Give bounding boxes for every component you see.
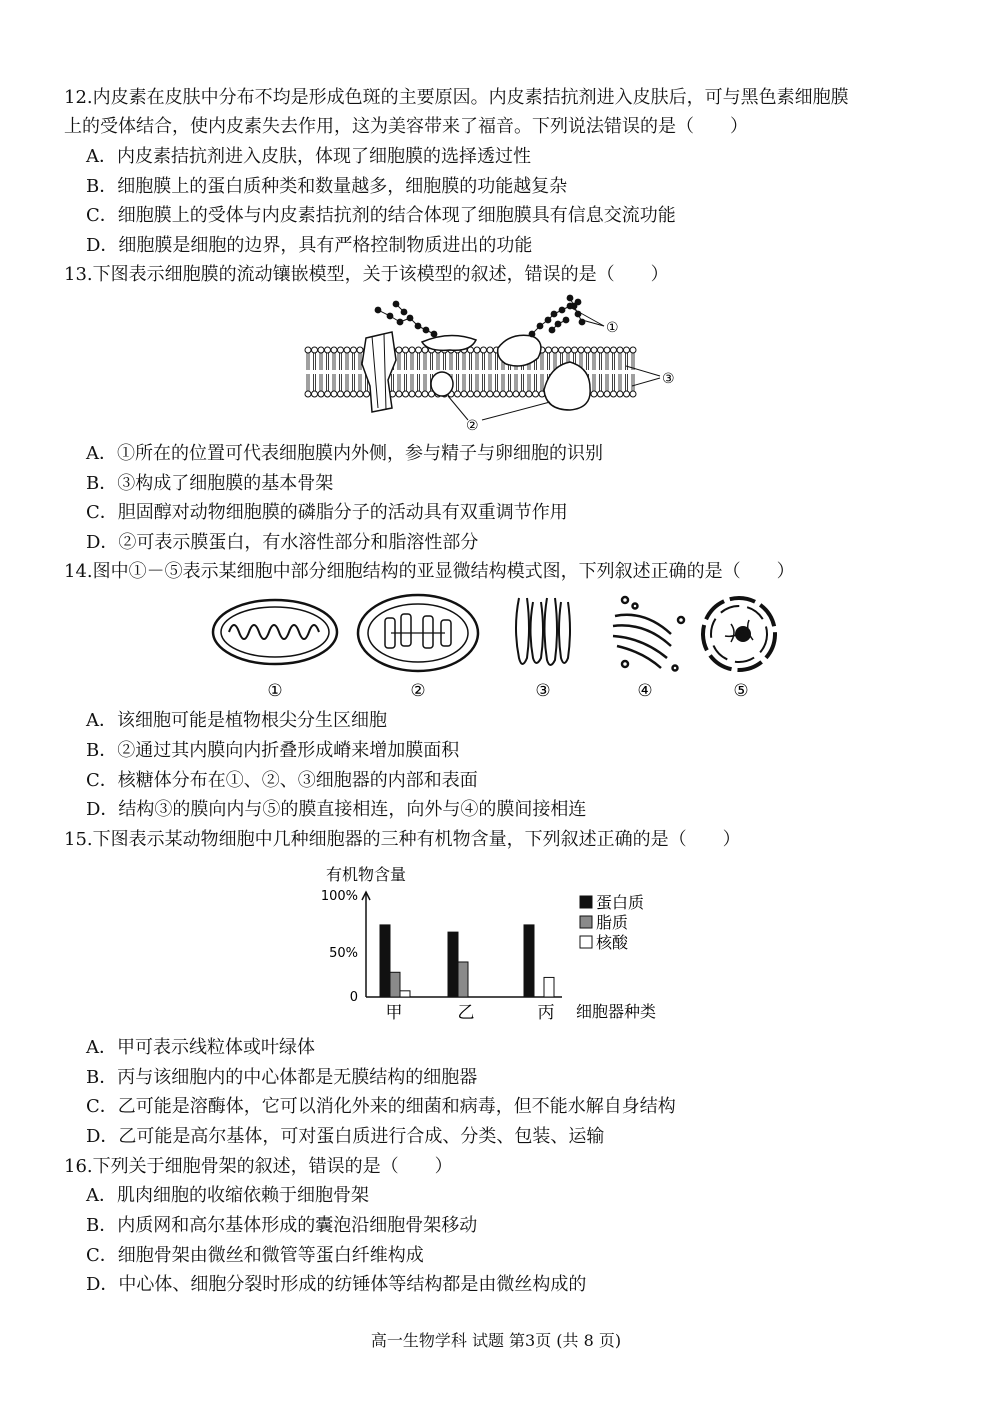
- fluid-mosaic-membrane-diagram: [300, 290, 700, 435]
- membrane-label-3: ③: [662, 371, 675, 387]
- membrane-label-1: ①: [606, 320, 619, 336]
- q13-option-d: D．②可表示膜蛋白，有水溶性部分和脂溶性部分: [86, 532, 479, 553]
- y-tick-label-50: 50%: [329, 946, 358, 961]
- q15-option-c: C．乙可能是溶酶体，它可以消化外来的细菌和病毒，但不能水解自身结构: [86, 1096, 676, 1117]
- chart-x-label: 细胞器种类: [576, 1002, 657, 1021]
- phospholipid-layer-upper: [305, 347, 636, 370]
- bar-蛋白质-丙: [524, 925, 534, 997]
- q15-option-b: B．丙与该细胞内的中心体都是无膜结构的细胞器: [86, 1067, 478, 1088]
- x-category-label: 甲: [385, 1003, 403, 1023]
- chart-title: 有机物含量: [326, 865, 407, 884]
- legend-label: 蛋白质: [596, 893, 645, 912]
- q13-option-a: A．①所在的位置可代表细胞膜内外侧，参与精子与卵细胞的识别: [86, 443, 603, 464]
- bar-脂质-乙: [458, 962, 468, 997]
- organelle-4-golgi-apparatus: [613, 597, 684, 671]
- q16-stem: 16.下列关于细胞骨架的叙述，错误的是（ ）: [64, 1156, 453, 1177]
- organelle-label-3: ③: [535, 681, 551, 701]
- q14-option-d: D．结构③的膜向内与⑤的膜直接相连，向外与④的膜间接相连: [86, 799, 587, 820]
- x-category-label: 丙: [537, 1003, 555, 1023]
- peripheral-protein: [422, 335, 476, 350]
- organelle-structures-diagram: [205, 590, 795, 705]
- embedded-protein: [431, 372, 453, 396]
- organelle-3-endoplasmic-reticulum: [516, 598, 570, 665]
- organelle-label-1: ①: [267, 681, 283, 701]
- q16-option-b: B．内质网和高尔基体形成的囊泡沿细胞骨架移动: [86, 1215, 478, 1236]
- q14-option-a: A．该细胞可能是植物根尖分生区细胞: [86, 710, 387, 731]
- glycoprotein-base: [498, 335, 541, 366]
- q15-option-a: A．甲可表示线粒体或叶绿体: [86, 1037, 315, 1058]
- organelle-label-4: ④: [637, 681, 653, 701]
- organelle-label-2: ②: [410, 681, 426, 701]
- legend-label: 脂质: [596, 913, 629, 932]
- page-footer: 高一生物学科 试题 第3页 (共 8 页): [370, 1331, 622, 1350]
- organelle-5-nucleus: [703, 598, 775, 670]
- q16-option-d: D．中心体、细胞分裂时形成的纺锤体等结构都是由微丝构成的: [86, 1274, 587, 1295]
- q13-option-c: C．胆固醇对动物细胞膜的磷脂分子的活动具有双重调节作用: [86, 502, 568, 523]
- bar-核酸-丙: [544, 977, 554, 997]
- q12-option-a: A．内皮素拮抗剂进入皮肤，体现了细胞膜的选择透过性: [86, 146, 531, 167]
- channel-protein: [362, 332, 396, 412]
- q12-option-d: D．细胞膜是细胞的边界，具有严格控制物质进出的功能: [86, 235, 533, 256]
- y-tick-label-0: 0: [349, 990, 358, 1005]
- bar-脂质-甲: [390, 972, 400, 997]
- q14-option-c: C．核糖体分布在①、②、③细胞器的内部和表面: [86, 770, 478, 791]
- q14-option-b: B．②通过其内膜向内折叠形成嵴来增加膜面积: [86, 740, 460, 761]
- q12-option-b: B．细胞膜上的蛋白质种类和数量越多，细胞膜的功能越复杂: [86, 176, 568, 197]
- q13-stem: 13.下图表示细胞膜的流动镶嵌模型，关于该模型的叙述，错误的是（ ）: [64, 264, 669, 285]
- q12-stem-line2: 上的受体结合，使内皮素失去作用，这为美容带来了福音。下列说法错误的是（ ）: [64, 116, 748, 137]
- q14-stem: 14.图中①－⑤表示某细胞中部分细胞结构的亚显微结构模式图，下列叙述正确的是（ ）: [64, 561, 795, 582]
- q12-stem-line1: 12.内皮素在皮肤中分布不均是形成色斑的主要原因。内皮素拮抗剂进入皮肤后，可与黑色素细胞膜: [64, 87, 849, 108]
- transmembrane-protein: [544, 362, 590, 410]
- legend-swatch: [580, 936, 592, 948]
- q15-option-d: D．乙可能是高尔基体，可对蛋白质进行合成、分类、包装、运输: [86, 1126, 605, 1147]
- organelle-label-5: ⑤: [733, 681, 749, 701]
- q16-option-c: C．细胞骨架由微丝和微管等蛋白纤维构成: [86, 1245, 424, 1266]
- x-category-label: 乙: [457, 1003, 475, 1023]
- organic-content-bar-chart: [300, 858, 690, 1028]
- membrane-label-2: ②: [466, 418, 479, 434]
- organelle-2-chloroplast: [358, 595, 478, 671]
- legend-swatch: [580, 896, 592, 908]
- organelle-1-mitochondrion: [213, 600, 337, 664]
- q16-option-a: A．肌肉细胞的收缩依赖于细胞骨架: [86, 1185, 369, 1206]
- glycocalyx-chains: [375, 295, 586, 338]
- bar-蛋白质-甲: [380, 925, 390, 997]
- bar-核酸-甲: [400, 991, 410, 997]
- q13-option-b: B．③构成了细胞膜的基本骨架: [86, 473, 334, 494]
- q15-stem: 15.下图表示某动物细胞中几种细胞器的三种有机物含量，下列叙述正确的是（ ）: [64, 829, 741, 850]
- bar-蛋白质-乙: [448, 932, 458, 997]
- legend-swatch: [580, 916, 592, 928]
- q12-option-c: C．细胞膜上的受体与内皮素拮抗剂的结合体现了细胞膜具有信息交流功能: [86, 205, 676, 226]
- legend-label: 核酸: [596, 933, 629, 952]
- y-tick-label-100: 100%: [320, 889, 358, 904]
